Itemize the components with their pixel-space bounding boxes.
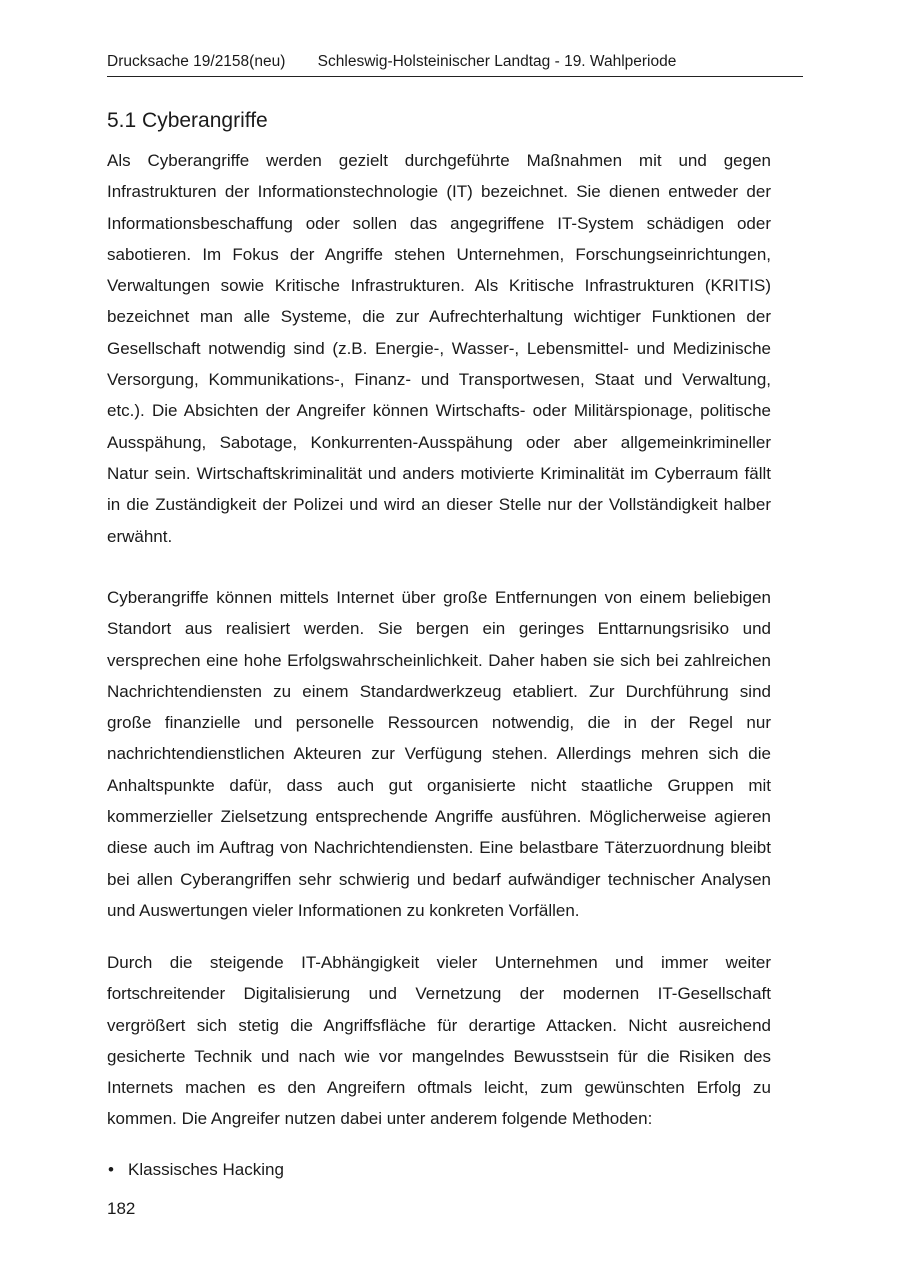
paragraph-3 (107, 947, 771, 1135)
paragraph-1 (107, 145, 771, 552)
list-item-text: Klassisches Hacking (128, 1160, 284, 1179)
method-list (107, 1156, 284, 1184)
parliament-label: Schleswig-Holsteinischer Landtag - 19. Wahlperiode (317, 53, 677, 70)
page-header (107, 52, 803, 72)
section-title: 5.1 Cyberangriffe (107, 109, 268, 132)
page-number: 182 (107, 1199, 136, 1218)
header-rule (107, 76, 803, 77)
paragraph-text: Durch die steigende IT-Abhängigkeit vieler Unternehmen und immer weiter fortschreitender Digitalisierung und Vernetzung der modernen IT-Gesellschaft vergrößert sich stetig die Angriffsfläche für derartige Attacken. Nicht ausreichend gesicherte Technik und nach wie vor mangelndes Bewusstsein für die Risiken des Internets machen es den Angreifern oftmals leicht, zum gewünschten Erfolg zu kommen. Die Angreifer nutzen dabei unter anderem folgende Methoden: (107, 953, 771, 1129)
bullet-icon: • (108, 1160, 114, 1179)
doc-number: Drucksache 19/2158(neu) (107, 53, 286, 70)
list-item (107, 1156, 284, 1184)
paragraph-text: Als Cyberangriffe werden gezielt durchgeführte Maßnahmen mit und gegen Infrastrukturen der Informationstechnologie (IT) bezeichnet. Sie dienen entweder der Informationsbeschaffung oder sollen das angegriffene IT-System schädigen oder sabotieren. Im Fokus der Angriffe stehen Unternehmen, Forschungseinrichtungen, Verwaltungen sowie Kritische Infrastrukturen. Als Kritische Infrastrukturen (KRITIS) bezeichnet man alle Systeme, die zur Aufrechterhaltung wichtiger Funktionen der Gesellschaft notwendig sind (z.B. Energie-, Wasser-, Lebensmittel- und Medizinische Versorgung, Kommunikations-, Finanz- und Transportwesen, Staat und Verwaltung, etc.). Die Absichten der Angreifer können Wirtschafts- oder Militärspionage, politische Ausspähung, Sabotage, Konkurrenten-Ausspähung oder aber allgemeinkrimineller Natur sein. Wirtschaftskriminalität und anders motivierte Kriminalität im Cyberraum fällt in die Zuständigkeit der Polizei und wird an dieser Stelle nur der Vollständigkeit halber erwähnt. (107, 151, 771, 546)
paragraph-2 (107, 582, 771, 926)
paragraph-text: Cyberangriffe können mittels Internet über große Entfernungen von einem beliebigen Standort aus realisiert werden. Sie bergen ein geringes Enttarnungsrisiko und versprechen eine hohe Erfolgswahrscheinlichkeit. Daher haben sie sich bei zahlreichen Nachrichtendiensten zu einem Standardwerkzeug etabliert. Zur Durchführung sind große finanzielle und personelle Ressourcen notwendig, die in der Regel nur nachrichtendienstlichen Akteuren zur Verfügung stehen. Allerdings mehren sich die Anhaltspunkte dafür, dass auch gut organisierte nicht staatliche Gruppen mit kommerzieller Zielsetzung entsprechende Angriffe ausführen. Möglicherweise agieren diese auch im Auftrag von Nachrichtendiensten. Eine belastbare Täterzuordnung bleibt bei allen Cyberangriffen sehr schwierig und bedarf aufwändiger technischer Analysen und Auswertungen vieler Informationen zu konkreten Vorfällen. (107, 588, 771, 920)
